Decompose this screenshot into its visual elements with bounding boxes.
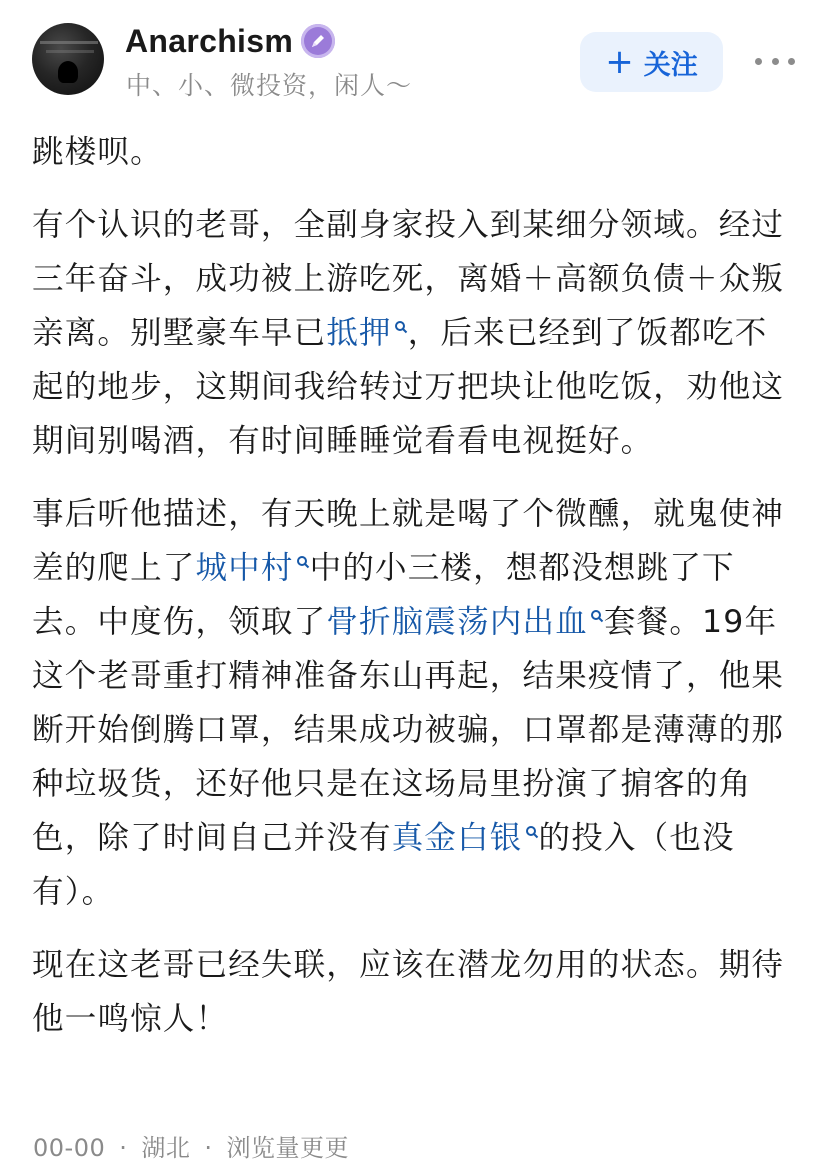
link-text: 城中村: [195, 550, 294, 586]
paragraph-1: 跳楼呗。: [32, 134, 163, 170]
text-segment: ，后来已经到了饭都吃不起的地步，这期间我给转过万把块让他吃饭，劝他这期间别喝酒，有时间睡睡觉看看电视挺好。: [32, 315, 785, 459]
paragraph-3: [32, 487, 798, 919]
avatar[interactable]: [32, 23, 104, 95]
more-dots-icon[interactable]: [755, 46, 795, 76]
text-segment: 事后听他描述，有天晚上就是喝了个微醺，就鬼使神差的爬上了: [32, 496, 785, 586]
view-count: 浏览量更更: [226, 1134, 350, 1162]
post-time: 00-00: [33, 1134, 106, 1162]
search-link[interactable]: [326, 315, 407, 351]
search-link[interactable]: [392, 820, 539, 856]
search-mini-icon: [525, 824, 539, 844]
pen-badge-icon[interactable]: [301, 24, 335, 58]
search-link[interactable]: [196, 550, 310, 586]
post-header: [0, 0, 828, 110]
search-mini-icon: [590, 608, 604, 628]
avatar-figure: [58, 61, 78, 83]
plus-icon: +: [605, 42, 634, 82]
link-text: 真金白银: [391, 820, 523, 856]
avatar-detail: [46, 50, 94, 53]
follow-button[interactable]: [580, 32, 723, 92]
paragraph-4: 现在这老哥已经失联，应该在潜龙勿用的状态。期待他一鸣惊人！: [32, 947, 785, 1037]
dot: [788, 58, 795, 65]
text-segment: 的投入（也没有）。: [32, 820, 735, 910]
separator: ·: [119, 1134, 128, 1162]
post-meta: [33, 1128, 349, 1163]
avatar-detail: [40, 41, 98, 44]
username[interactable]: Anarchism: [125, 22, 294, 59]
answer-content: [32, 125, 798, 1065]
text-segment: 套餐。19年这个老哥重打精神准备东山再起，结果疫情了，他果断开始倒腾口罩，结果成功被骗，口罩都是薄薄的那种垃圾货，还好他只是在这场局里扮演了掮客的角色，除了时间自己并没有: [32, 604, 785, 856]
post-location: 湖北: [141, 1134, 191, 1162]
link-text: 骨折脑震荡内出血: [326, 604, 588, 640]
link-text: 抵押: [326, 315, 392, 351]
dot: [772, 58, 779, 65]
paragraph-2: [32, 198, 798, 468]
search-mini-icon: [394, 319, 408, 339]
separator: ·: [204, 1134, 213, 1162]
search-mini-icon: [296, 554, 310, 574]
author-bio: 中、小、微投资，闲人～: [126, 71, 413, 100]
username-row: [125, 20, 335, 62]
text-segment: 中的小三楼，想都没想跳了下去。中度伤，领取了: [32, 550, 735, 640]
dot: [755, 58, 762, 65]
text-segment: 有个认识的老哥，全副身家投入到某细分领域。经过三年奋斗，成功被上游吃死，离婚＋高额负债＋众叛亲离。别墅豪车早已: [32, 207, 785, 351]
follow-label: 关注: [643, 49, 698, 81]
search-link[interactable]: [326, 604, 604, 640]
